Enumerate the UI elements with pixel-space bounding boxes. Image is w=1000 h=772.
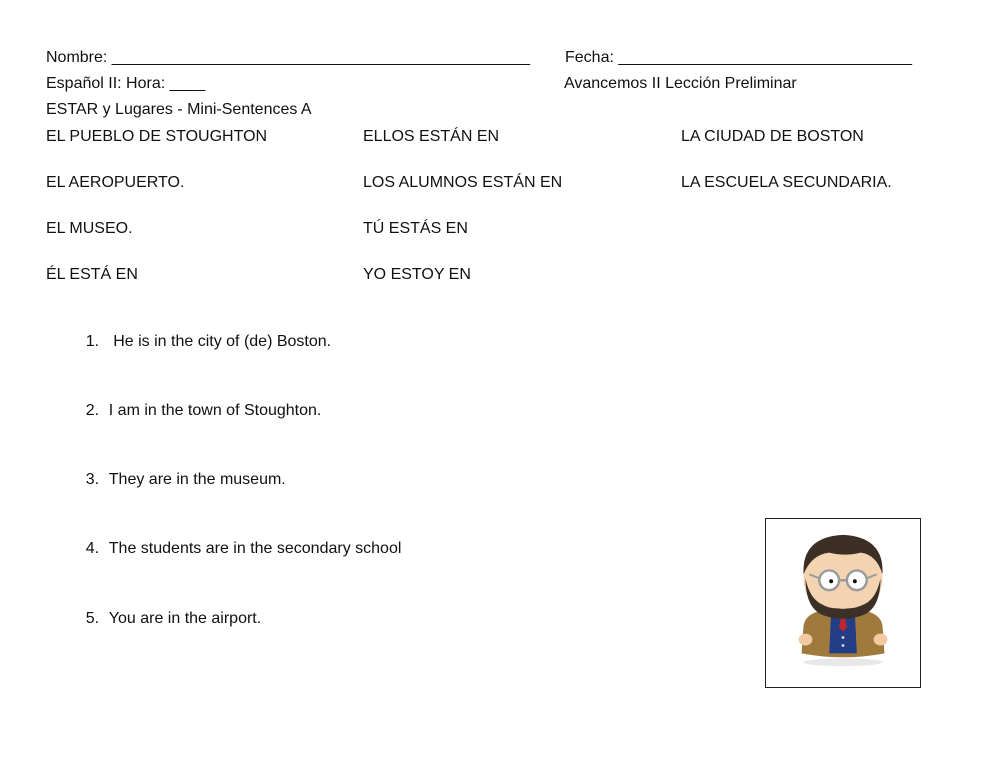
word-bank-item: EL AEROPUERTO. [46,174,185,191]
sentence-text: I am in the town of Stoughton. [108,402,322,419]
word-bank-item: ÉL ESTÁ EN [46,266,138,283]
worksheet-title: ESTAR y Lugares - Mini-Sentences A [46,101,312,118]
sentence-number: 5. [85,610,100,627]
sentence-text: The students are in the secondary school [108,540,402,557]
sentence-item [68,381,321,441]
sentence-number: 2. [85,402,100,419]
sentence-text: He is in the city of (de) Boston. [108,333,332,350]
sentence-number: 3. [85,471,100,488]
sentence-item [68,519,401,579]
sentence-text: They are in the museum. [108,471,286,488]
sentence-number: 1. [85,333,100,350]
sentence-item [68,450,286,510]
word-bank-item: EL PUEBLO DE STOUGHTON [46,128,268,145]
teacher-portrait [765,518,921,688]
word-bank-item: LOS ALUMNOS ESTÁN EN [363,174,563,191]
cartoon-teacher-icon [766,519,920,687]
word-bank-item: LA ESCUELA SECUNDARIA. [681,174,892,191]
sentence-number: 4. [85,540,100,557]
word-bank-item: LA CIUDAD DE BOSTON [681,128,864,145]
course-label: Avancemos II Lección Preliminar [564,75,797,92]
sentence-text: You are in the airport. [108,610,262,627]
date-field-label: Fecha: _________________________________ [565,49,913,66]
name-field-label: Nombre: _______________________________________________ [46,49,531,66]
word-bank-item: TÚ ESTÁS EN [363,220,468,237]
sentence-item [68,589,261,649]
sentence-item [68,312,331,372]
word-bank-item: YO ESTOY EN [363,266,471,283]
class-period-label: Español II: Hora: ____ [46,75,206,92]
word-bank-item: ELLOS ESTÁN EN [363,128,500,145]
word-bank-item: EL MUSEO. [46,220,133,237]
